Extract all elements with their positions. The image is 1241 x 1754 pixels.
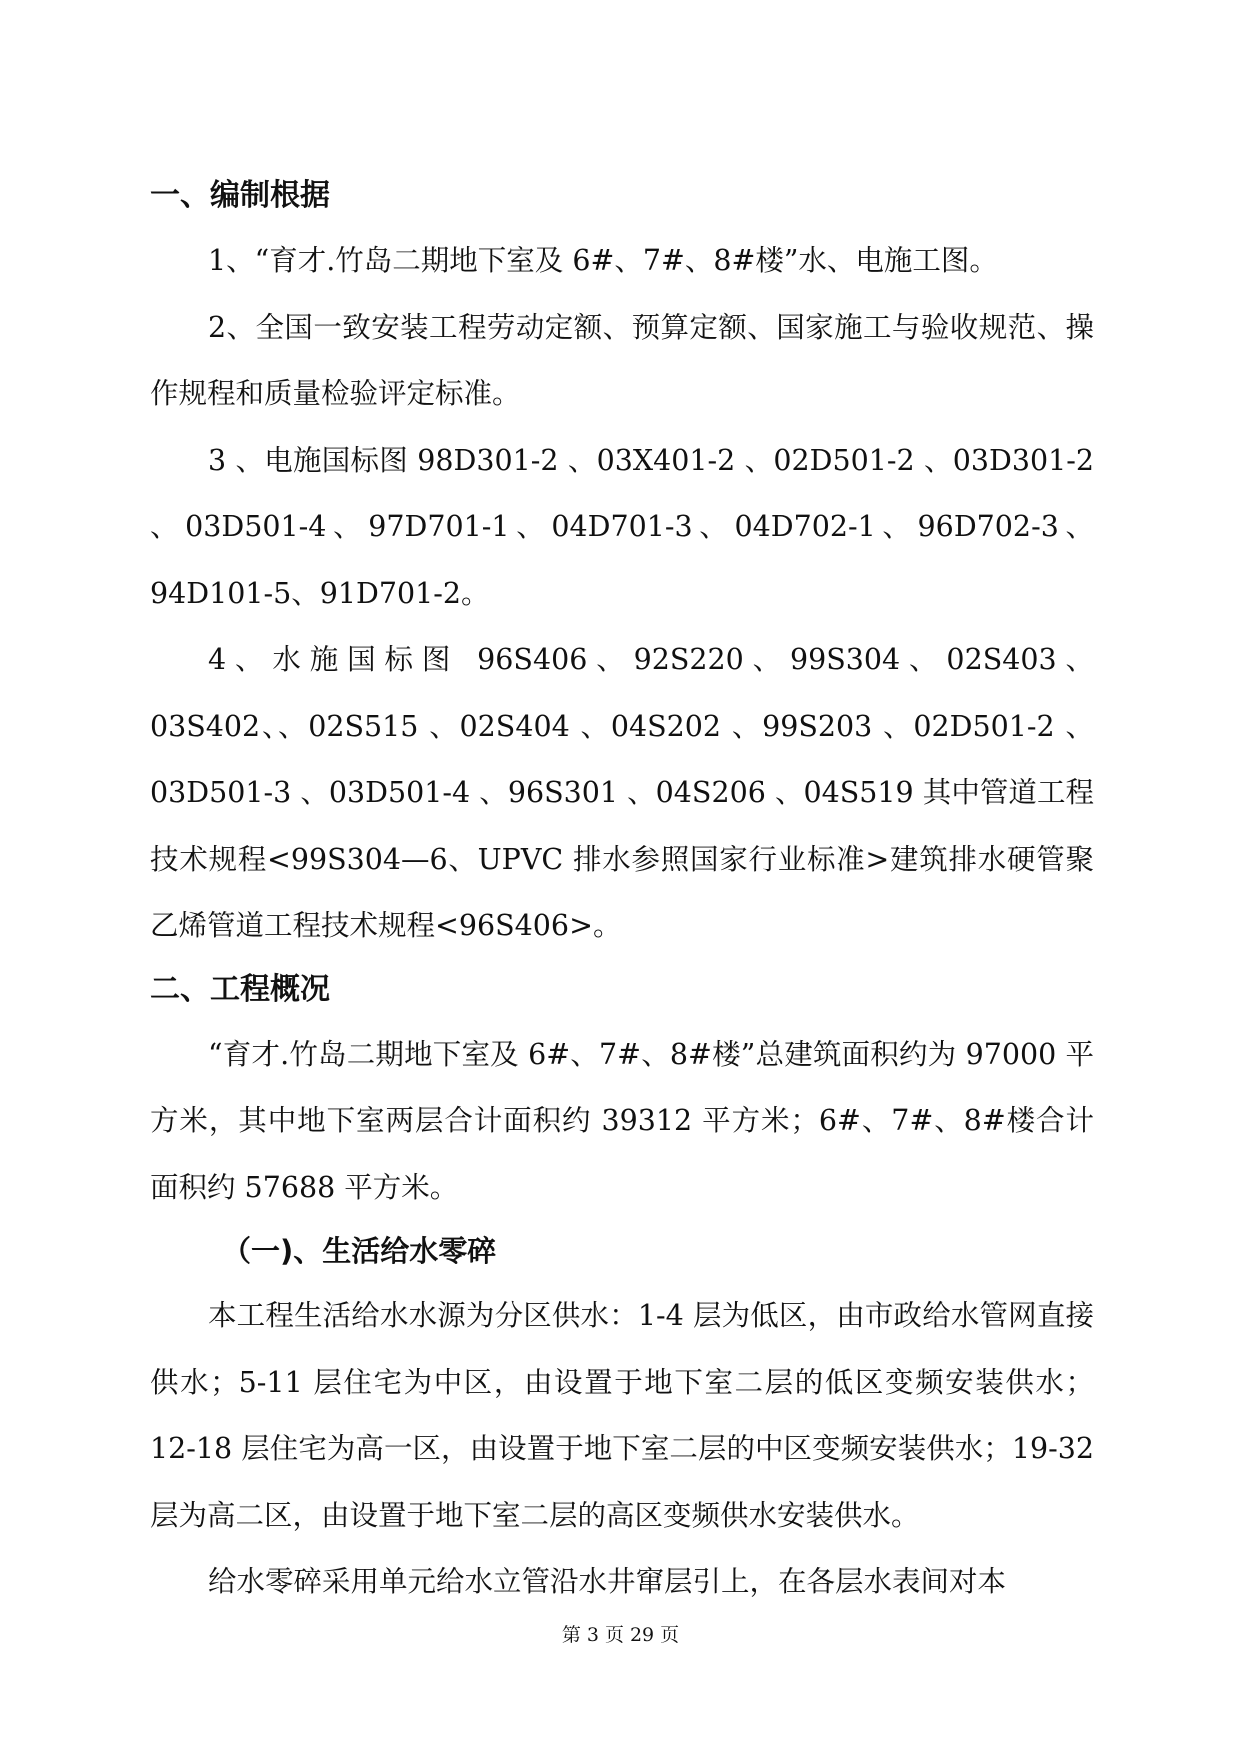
footer-middle: 页 [604,1624,624,1646]
footer-suffix: 页 [660,1624,680,1646]
page-footer [0,1620,1241,1647]
water-supply-paragraph: 本工程生活给水水源为分区供水：1-4 层为低区，由市政给水管网直接供水；5-11 层住宅为中区，由设置于地下室二层的低区变频安装供水；12-18 层住宅为高一区，由设置于地下室二层的中区变频安装供水；19-32 层为高二区，由设置于地下室二层的高区变频供水安装供水。 [150,1299,1094,1532]
section-heading-overview: 二、工程概况 [150,971,330,1007]
basis-item-4: 4、水施国标图 96S406、92S220、99S304、02S403、03S402、、02S515 、02S404 、04S202 、99S203 、02D501-2 、03D501-3 、03D501-4 、96S301 、04S206 、04S519 其中管道工程技术规程<99S304—6、UPVC 排水参照国家行业标准>建筑排水硬管聚乙烯管道工程技术规程<96S406>。 [150,643,1094,942]
footer-total-pages: 29 [629,1624,655,1646]
footer-page-number: 3 [586,1624,599,1646]
footer-prefix: 第 [561,1624,581,1646]
basis-item-3: 3 、电施国标图 98D301-2 、03X401-2 、02D501-2 、03D301-2 、03D501-4、97D701-1、04D701-3、04D702-1、96D702-3、94D101-5、91D701-2。 [150,443,1094,610]
document-body [150,166,1094,1616]
subsection-heading-water-supply: （一)、生活给水零碎 [222,1234,497,1268]
basis-item-2: 2、全国一致安装工程劳动定额、预算定额、国家施工与验收规范、操作规程和质量检验评定标准。 [150,310,1094,410]
water-supply-paragraph-continued: 给水零碎采用单元给水立管沿水井窜层引上，在各层水表间对本 [208,1565,1007,1598]
section-heading-basis: 一、编制根据 [150,178,330,213]
basis-item-1: 1、“育才.竹岛二期地下室及 6#、7#、8#楼”水、电施工图。 [208,244,998,277]
overview-paragraph: “育才.竹岛二期地下室及 6#、7#、8#楼”总建筑面积约为 97000 平方米，其中地下室两层合计面积约 39312 平方米；6#、7#、8#楼合计面积约 57688 平方米。 [150,1037,1094,1204]
